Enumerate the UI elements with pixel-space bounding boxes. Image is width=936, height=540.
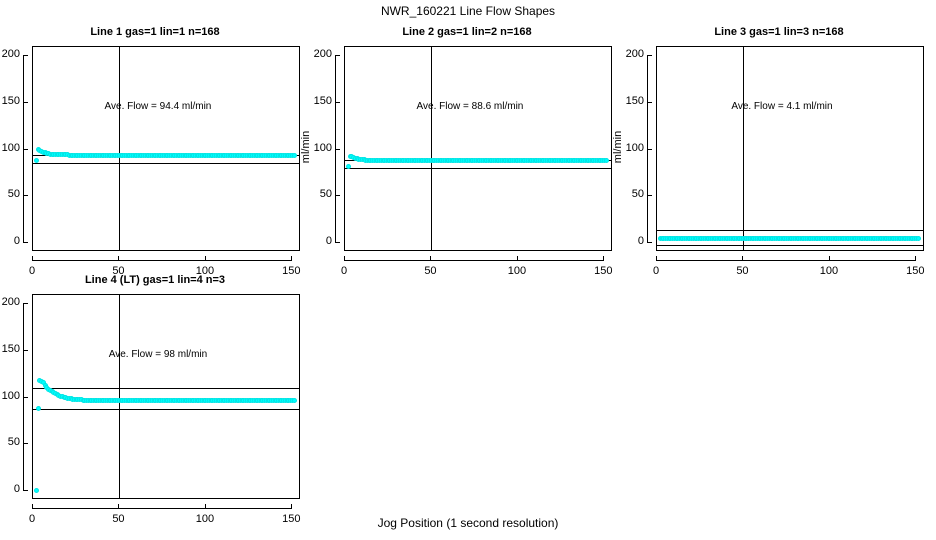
y-tick-label: 50 bbox=[7, 436, 20, 449]
average-flow-annotation: Ave. Flow = 98 ml/min bbox=[108, 349, 208, 361]
data-point bbox=[604, 158, 609, 163]
y-tick-mark bbox=[23, 490, 28, 491]
y-tick-label: 150 bbox=[625, 94, 644, 107]
average-flow-annotation: Ave. Flow = 94.4 ml/min bbox=[104, 101, 212, 113]
y-tick-label: 100 bbox=[625, 141, 644, 154]
average-flow-annotation: Ave. Flow = 88.6 ml/min bbox=[416, 101, 524, 113]
lower-reference-line bbox=[657, 245, 923, 246]
panel-title-line-4: Line 4 (LT) gas=1 lin=4 n=3 bbox=[84, 274, 226, 286]
lower-reference-line bbox=[33, 409, 299, 410]
x-tick-mark bbox=[205, 504, 206, 509]
x-tick-label: 0 bbox=[652, 265, 660, 277]
x-tick-label: 50 bbox=[112, 265, 125, 277]
y-tick-mark bbox=[647, 149, 652, 150]
plot-area bbox=[656, 46, 924, 251]
y-tick-label: 0 bbox=[637, 234, 644, 247]
y-tick-mark bbox=[647, 195, 652, 196]
x-tick-label: 100 bbox=[195, 265, 215, 277]
x-tick-label: 150 bbox=[906, 265, 925, 277]
y-tick-mark bbox=[23, 303, 28, 304]
average-flow-annotation: Ave. Flow = 4.1 ml/min bbox=[731, 101, 833, 113]
x-tick-mark bbox=[915, 256, 916, 261]
x-tick-mark bbox=[291, 256, 292, 261]
x-tick-mark bbox=[656, 256, 657, 261]
y-tick-mark bbox=[23, 443, 28, 444]
y-tick-mark bbox=[335, 149, 340, 150]
y-tick-label: 50 bbox=[7, 188, 20, 201]
data-point bbox=[292, 398, 297, 403]
y-tick-mark bbox=[335, 195, 340, 196]
data-point bbox=[34, 158, 39, 163]
panel-title-line-2: Line 2 gas=1 lin=2 n=168 bbox=[402, 26, 532, 38]
vertical-reference-line bbox=[119, 47, 120, 250]
x-tick-label: 100 bbox=[195, 513, 215, 525]
x-tick-mark bbox=[829, 256, 830, 261]
x-tick-label: 150 bbox=[282, 513, 301, 525]
data-point bbox=[916, 236, 921, 241]
data-point bbox=[292, 153, 297, 158]
y-tick-mark bbox=[23, 242, 28, 243]
x-tick-mark bbox=[291, 504, 292, 509]
x-tick-label: 150 bbox=[594, 265, 613, 277]
panel-title-line-3: Line 3 gas=1 lin=3 n=168 bbox=[714, 26, 844, 38]
data-point bbox=[36, 406, 41, 411]
mean-reference-line bbox=[657, 230, 923, 231]
y-tick-label: 100 bbox=[1, 141, 20, 154]
y-tick-label: 150 bbox=[313, 94, 332, 107]
y-tick-label: 50 bbox=[631, 188, 644, 201]
lower-reference-line bbox=[33, 163, 299, 164]
mean-reference-line bbox=[33, 388, 299, 389]
y-tick-label: 200 bbox=[1, 296, 20, 309]
vertical-reference-line bbox=[119, 295, 120, 498]
x-tick-label: 100 bbox=[819, 265, 839, 277]
x-tick-mark bbox=[32, 256, 33, 261]
y-tick-label: 150 bbox=[1, 94, 20, 107]
y-tick-mark bbox=[335, 55, 340, 56]
y-tick-mark bbox=[335, 102, 340, 103]
figure-title: NWR_160221 Line Flow Shapes bbox=[380, 4, 556, 18]
x-axis-label: Jog Position (1 second resolution) bbox=[377, 516, 559, 530]
y-tick-label: 150 bbox=[1, 342, 20, 355]
x-tick-label: 50 bbox=[112, 513, 125, 525]
x-tick-mark bbox=[517, 256, 518, 261]
y-axis-label: ml/min bbox=[612, 130, 624, 163]
x-tick-label: 0 bbox=[28, 513, 36, 525]
y-tick-mark bbox=[23, 397, 28, 398]
y-tick-label: 100 bbox=[1, 389, 20, 402]
y-tick-mark bbox=[23, 55, 28, 56]
vertical-reference-line bbox=[431, 47, 432, 250]
x-tick-mark bbox=[742, 256, 743, 261]
x-axis-line bbox=[32, 260, 291, 261]
y-tick-mark bbox=[647, 55, 652, 56]
x-tick-mark bbox=[205, 256, 206, 261]
x-tick-label: 100 bbox=[507, 265, 527, 277]
plot-area bbox=[32, 294, 300, 499]
chart-panel-line-2 bbox=[300, 26, 622, 277]
vertical-reference-line bbox=[743, 47, 744, 250]
data-point bbox=[34, 488, 39, 493]
y-tick-label: 0 bbox=[13, 234, 20, 247]
x-tick-label: 150 bbox=[282, 265, 301, 277]
y-tick-mark bbox=[23, 149, 28, 150]
plot-area bbox=[32, 46, 300, 251]
y-tick-label: 50 bbox=[319, 188, 332, 201]
y-tick-mark bbox=[335, 242, 340, 243]
x-axis-line bbox=[32, 508, 291, 509]
y-tick-label: 200 bbox=[1, 48, 20, 61]
y-tick-mark bbox=[647, 242, 652, 243]
chart-panel-line-4 bbox=[0, 274, 310, 524]
x-axis-line bbox=[656, 260, 915, 261]
x-tick-mark bbox=[32, 504, 33, 509]
x-tick-mark bbox=[118, 256, 119, 261]
plot-area bbox=[344, 46, 612, 251]
y-tick-mark bbox=[23, 195, 28, 196]
x-tick-label: 0 bbox=[28, 265, 36, 277]
y-tick-label: 200 bbox=[313, 48, 332, 61]
data-point bbox=[346, 164, 351, 169]
y-tick-label: 200 bbox=[625, 48, 644, 61]
y-tick-label: 100 bbox=[313, 141, 332, 154]
x-tick-label: 0 bbox=[340, 265, 348, 277]
x-tick-mark bbox=[430, 256, 431, 261]
panel-title-line-1: Line 1 gas=1 lin=1 n=168 bbox=[90, 26, 220, 38]
chart-panel-line-1 bbox=[0, 26, 310, 276]
x-tick-label: 50 bbox=[424, 265, 437, 277]
y-axis-label: ml/min bbox=[300, 130, 312, 163]
x-tick-mark bbox=[344, 256, 345, 261]
x-tick-label: 50 bbox=[736, 265, 749, 277]
y-tick-mark bbox=[23, 350, 28, 351]
y-tick-label: 0 bbox=[325, 234, 332, 247]
x-axis-line bbox=[344, 260, 603, 261]
x-tick-mark bbox=[603, 256, 604, 261]
y-tick-mark bbox=[23, 102, 28, 103]
lower-reference-line bbox=[345, 168, 611, 169]
x-tick-mark bbox=[118, 504, 119, 509]
y-tick-label: 0 bbox=[13, 482, 20, 495]
chart-panel-line-3 bbox=[612, 26, 934, 277]
y-tick-mark bbox=[647, 102, 652, 103]
